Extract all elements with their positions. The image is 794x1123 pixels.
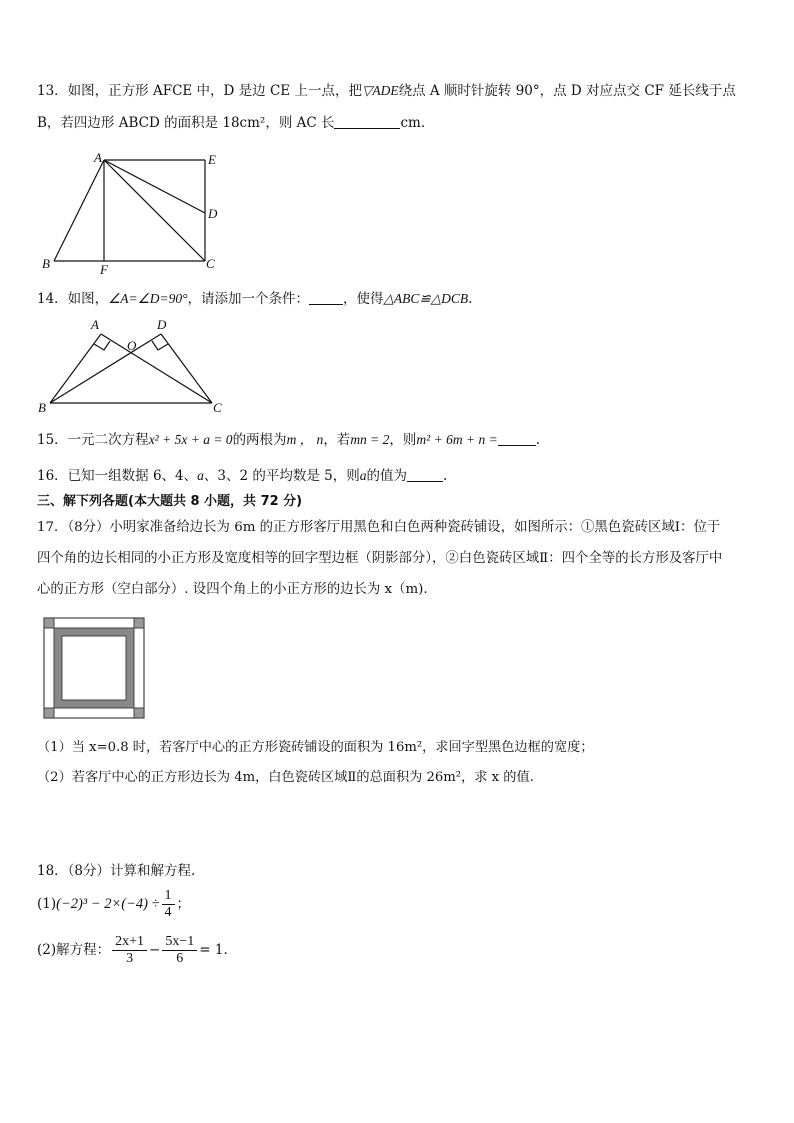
q13-figure [36,150,236,278]
q15-roots: m ， n [286,432,324,447]
q14-text-c: ，使得 [343,291,384,307]
q18-p2-denominator-1: 3 [126,951,134,966]
q16-text-a: 16．已知一组数据 6、4、 [37,468,198,484]
q14-figure [34,314,234,418]
q13-label-d: D [208,206,218,221]
q13-text-c: B，若四边形 ABCD 的面积是 18cm²，则 AC 长 [37,115,335,131]
q17-part1: （1）当 x=0.8 时，若客厅中心的正方形瓷砖铺设的面积为 16m²，求回字型黑色边框的宽度； [37,740,594,755]
q15-end: . [535,432,540,448]
q14-label-a: A [91,317,99,332]
q16-answer-blank[interactable] [407,468,443,482]
q15-text-c: ，若 [323,432,351,448]
q18-part2 [37,932,228,968]
q14-label-b: B [38,400,46,415]
q13-triangle-ade: ▽ADE [361,83,399,98]
q16-text-b: 、3、2 的平均数是 5，则 [203,468,360,484]
q18-p2-minus: − [149,942,161,958]
q15-answer-blank[interactable] [498,432,536,446]
q13-answer-blank[interactable] [334,115,400,129]
q15-text-a: 15．一元二次方程 [37,432,149,448]
q15-condition: mn = 2 [350,432,390,447]
q14-congruence: △ABC≌△DCB [383,291,469,306]
q18-part1 [37,888,190,921]
q14-text-a: 14．如图， [37,291,109,307]
q13-label-a: A [94,150,102,165]
q18-p1-denominator: 4 [164,905,172,920]
q17-line3: 心的正方形（空白部分）. 设四个角上的小正方形的边长为 x（m). [37,582,428,597]
q13-line2 [37,114,425,132]
q18-p1-expression: (−2)³ − 2×(−4) ÷ [56,896,160,912]
section-3-title: 三、解下列各题(本大题共 8 小题，共 72 分) [37,494,303,509]
q13-label-b: B [42,256,50,271]
q18-p2-fraction-2 [162,934,197,967]
q13-line1 [37,82,736,100]
q15-expression: m² + 6m + n = [416,432,498,447]
q17-line1: 17．（8分）小明家准备给边长为 6m 的正方形客厅用黑色和白色两种瓷砖铺设，如图所示：①黑色瓷砖区域Ⅰ：位于 [37,520,721,535]
q14-label-d: D [157,317,167,332]
q13-label-e: E [208,152,216,167]
q16-line [37,467,447,485]
q15-equation: x² + 5x + a = 0 [148,432,233,447]
q14-label-o: O [127,338,137,353]
q18-title: 18．（8分）计算和解方程. [37,863,196,879]
q14-answer-blank[interactable] [309,291,343,305]
q13-label-c: C [206,256,215,271]
q14-text-d: . [468,291,473,307]
q16-var-a2: a [359,468,367,483]
q14-angle-condition: ∠A=∠D=90° [108,291,188,306]
q18-p2-end: = 1. [199,942,228,958]
q18-p1-numerator: 1 [162,888,175,905]
q16-end: . [443,468,448,484]
q18-p2-label: (2)解方程： [37,942,111,958]
q18-p2-numerator-2: 5x−1 [162,934,197,951]
q18-p2-fraction-1 [112,934,147,967]
q17-part2: （2）若客厅中心的正方形边长为 4m，白色瓷砖区域Ⅱ的总面积为 26m²，求 x 的值. [37,770,534,785]
q18-p1-fraction [162,888,175,921]
q17-line2: 四个角的边长相同的小正方形及宽度相等的回字型边框（阴影部分），②白色瓷砖区域Ⅱ：四个全等的长方形及客厅中 [37,551,723,566]
q18-p1-end: ； [176,896,191,912]
q13-label-f: F [100,262,108,277]
q14-label-c: C [213,400,222,415]
q14-line [37,290,472,308]
q15-text-d: ，则 [389,432,417,448]
q15-text-b: 的两根为 [232,432,287,448]
q13-text-a: 13．如图，正方形 AFCE 中，D 是边 CE 上一点，把 [37,83,362,99]
q13-text-b: 绕点 A 顺时针旋转 90°，点 D 对应点交 CF 延长线于点 [398,83,736,99]
q18-p2-denominator-2: 6 [176,951,184,966]
q14-text-b: ，请添加一个条件： [187,291,310,307]
q15-line [37,431,540,449]
q18-p1-label: (1) [37,896,57,912]
q17-tile-figure [43,617,145,719]
q18-p2-numerator-1: 2x+1 [112,934,147,951]
q16-var-a: a [197,468,204,483]
q13-unit: cm. [400,115,426,131]
q16-text-c: 的值为 [366,468,408,484]
